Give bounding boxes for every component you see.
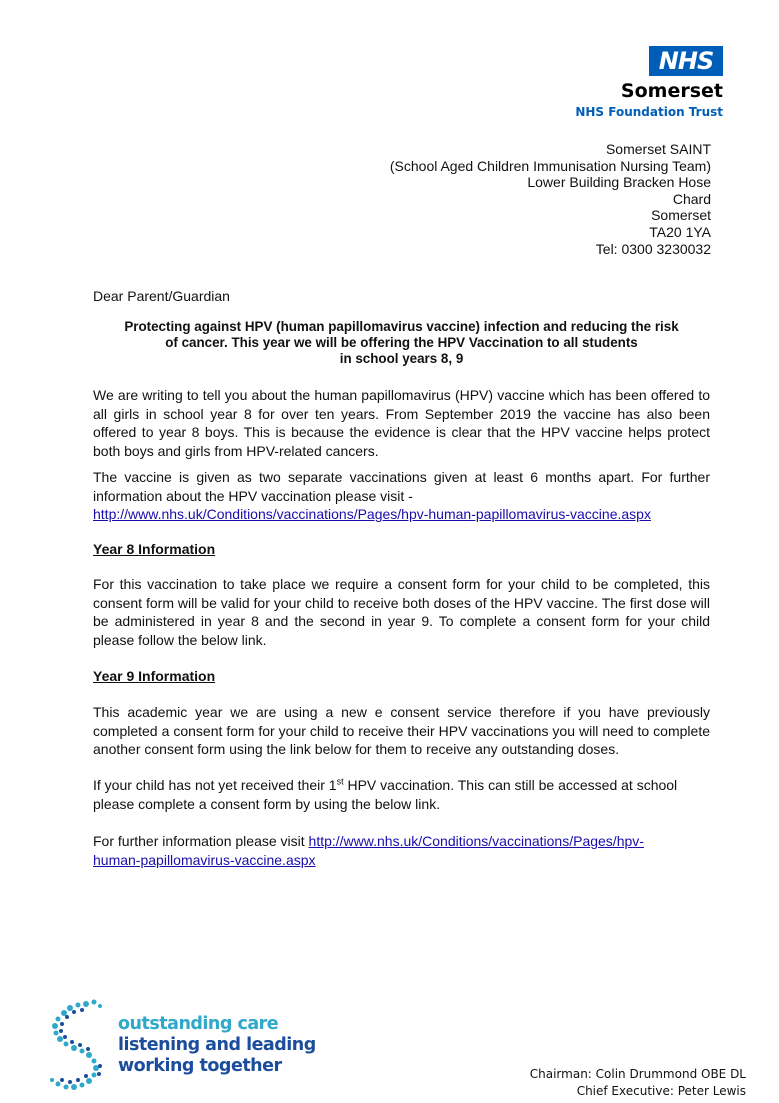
first-dose-line-2: please complete a consent form by using the below link. — [93, 795, 441, 812]
year9-heading: Year 9 Information — [93, 668, 216, 684]
address-line: Chard — [672, 190, 711, 207]
heading-line: of cancer. This year we will be offering the HPV Vaccination to all students — [165, 335, 638, 350]
first-dose-text-a: If your child has not yet received their 1 — [93, 777, 337, 793]
first-dose-line — [93, 776, 710, 795]
chief-executive-line: Chief Executive: Peter Lewis — [576, 1084, 746, 1098]
further-info-link[interactable]: http://www.nhs.uk/Conditions/vaccinations/Pages/hpv- — [308, 833, 644, 849]
org-name: Somerset — [620, 80, 723, 102]
address-line: Somerset SAINT — [605, 141, 711, 157]
first-dose-paragraph — [93, 776, 710, 813]
intro-paragraph: We are writing to tell you about the human papillomavirus (HPV) vaccine which has been offered to all girls in school year 8 for over ten years. From September 2019 the vaccine has also been offered to year 8 boys. This is because the evidence is clear that the HPV vaccine helps protect both boys and girls from HPV-related cancers. — [93, 387, 710, 459]
chairman-line: Chairman: Colin Drummond OBE DL — [529, 1067, 746, 1081]
footer-tagline — [118, 1014, 316, 1077]
trust-swirl-logo — [38, 996, 118, 1096]
further-info-paragraph — [93, 832, 710, 869]
first-dose-superscript: st — [336, 776, 344, 787]
address-phone: Tel: 0300 3230032 — [595, 240, 711, 257]
heading-line: Protecting against HPV (human papillomavirus vaccine) infection and reducing the risk — [124, 319, 679, 334]
hpv-info-link[interactable]: http://www.nhs.uk/Conditions/vaccinations/Pages/hpv-human-papillomavirus-vaccine.aspx — [93, 506, 651, 522]
vaccine-info-text: The vaccine is given as two separate vaccinations given at least 6 months apart. For further information about the HPV vaccination please visit - — [93, 469, 710, 504]
org-subtitle: NHS Foundation Trust — [575, 105, 723, 119]
heading-line: in school years 8, 9 — [339, 351, 464, 366]
year8-paragraph: For this vaccination to take place we require a consent form for your child to be completed, this consent form will be valid for your child to receive both doses of the HPV vaccine. The first dose will be administered in year 8 and the second in year 9. To complete a consent form for your child please follow the below link. — [93, 576, 710, 648]
nhs-logo — [649, 46, 723, 76]
address-line: Lower Building Bracken Hose — [527, 174, 711, 191]
address-line: Somerset — [651, 207, 711, 224]
year8-heading: Year 8 Information — [93, 541, 216, 557]
tagline-line: listening and leading — [118, 1035, 316, 1055]
further-info-link-cont[interactable]: human-papillomavirus-vaccine.aspx — [93, 851, 316, 868]
first-dose-text-b: HPV vaccination. This can still be accessed at school — [343, 777, 678, 793]
nhs-logo-text: NHS — [658, 47, 714, 75]
address-line: (School Aged Children Immunisation Nursing Team) — [389, 157, 711, 174]
tagline-line: working together — [118, 1056, 282, 1076]
year9-paragraph: This academic year we are using a new e consent service therefore if you have previously completed a consent form for your child to receive their HPV vaccinations you will need to complete another consent form using the link below for them to receive any outstanding doses. — [93, 704, 710, 757]
sender-address — [390, 141, 711, 257]
vaccine-info-paragraph — [93, 468, 710, 524]
salutation: Dear Parent/Guardian — [93, 288, 230, 304]
footer-officers — [530, 1066, 746, 1100]
address-line: TA20 1YA — [649, 223, 711, 240]
tagline-line: outstanding care — [118, 1014, 279, 1034]
letter-heading — [93, 319, 710, 367]
further-info-text: For further information please visit — [93, 833, 309, 849]
